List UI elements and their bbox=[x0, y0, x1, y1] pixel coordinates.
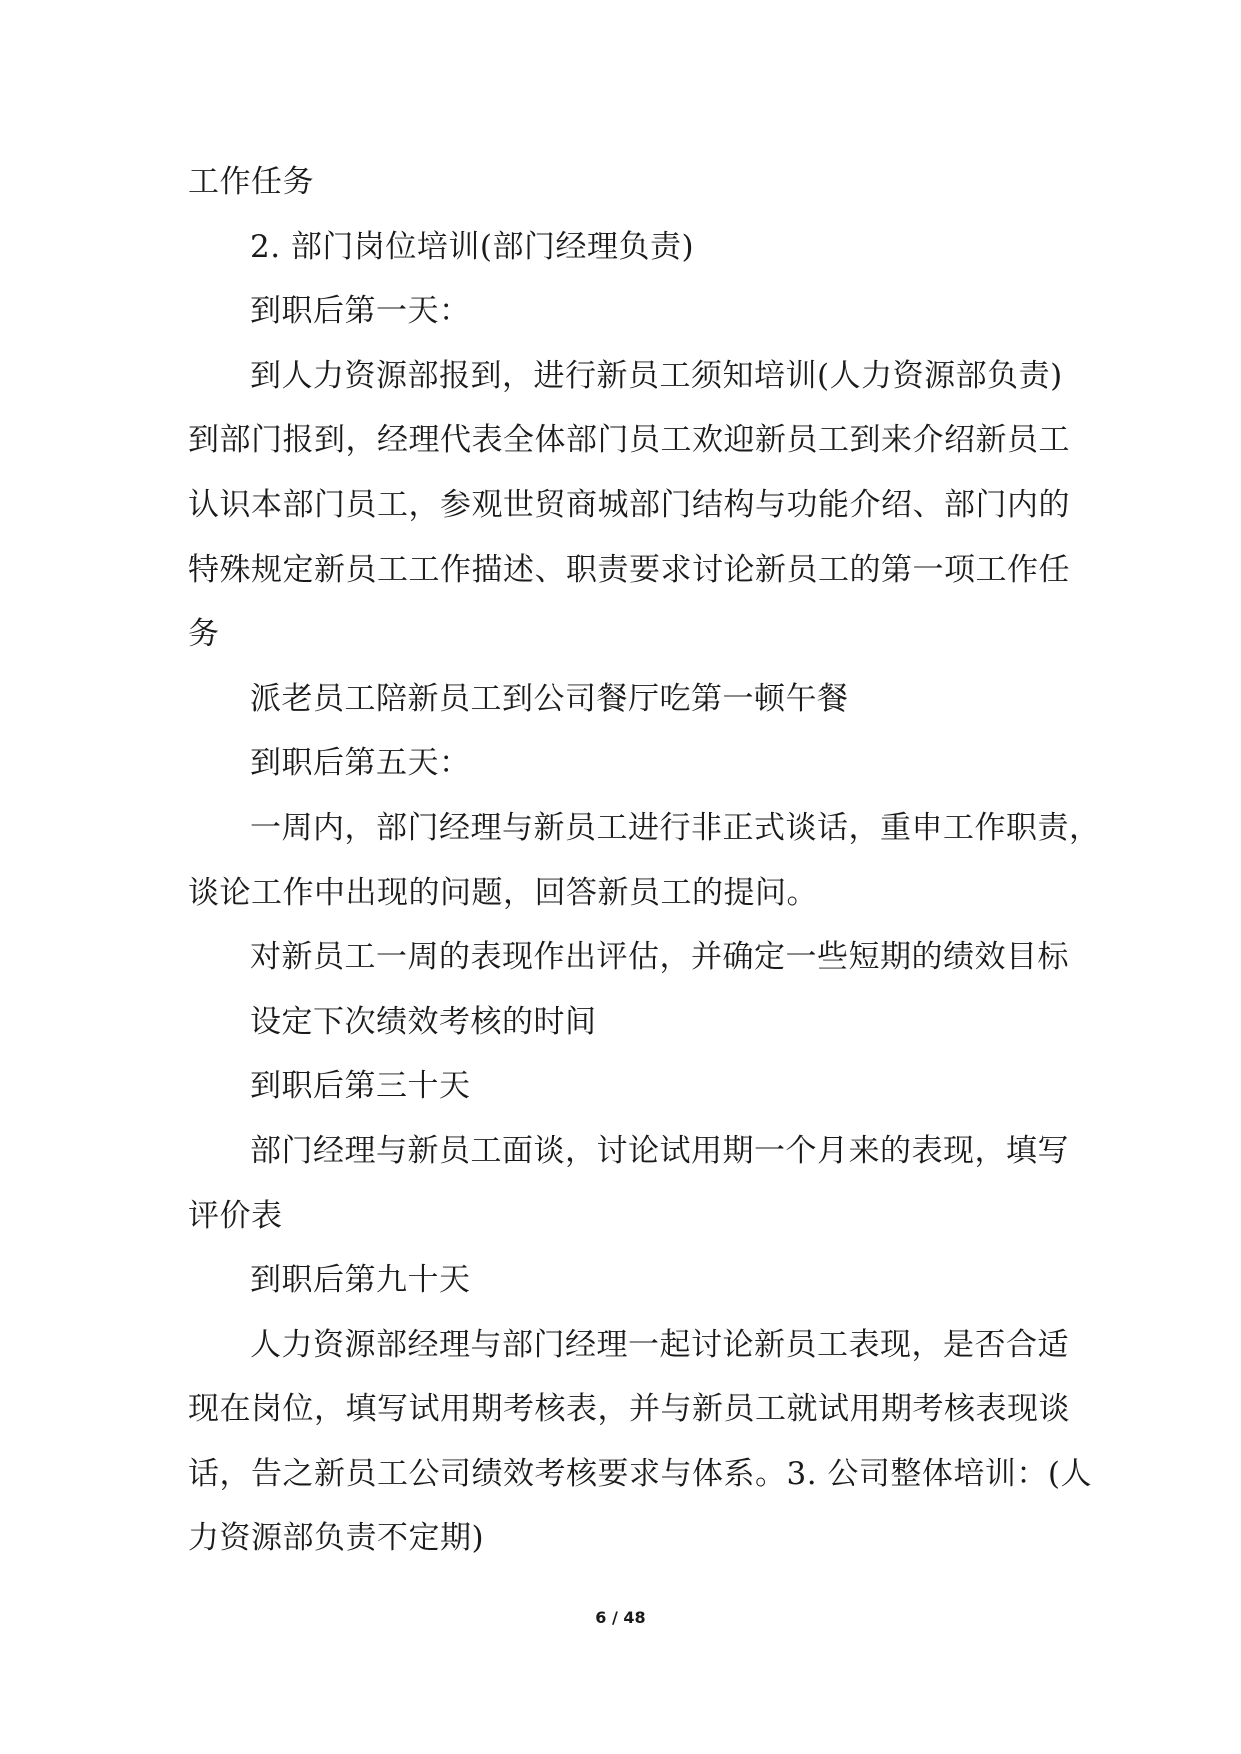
text-line: 认识本部门员工，参观世贸商城部门结构与功能介绍、部门内的 bbox=[188, 486, 1070, 523]
text-line: 2. 部门岗位培训(部门经理负责) bbox=[250, 228, 695, 265]
text-line: 特殊规定新员工工作描述、职责要求讨论新员工的第一项工作任 bbox=[188, 551, 1070, 588]
text-line: 到人力资源部报到，进行新员工须知培训(人力资源部负责) bbox=[250, 357, 1063, 394]
text-line: 评价表 bbox=[188, 1197, 283, 1234]
text-line: 到职后第一天： bbox=[250, 293, 471, 330]
document-body bbox=[188, 150, 1101, 1571]
text-line: 话，告之新员工公司绩效考核要求与体系。3. 公司整体培训：(人 bbox=[188, 1455, 1093, 1492]
text-line: 到部门报到，经理代表全体部门员工欢迎新员工到来介绍新员工 bbox=[188, 422, 1070, 459]
text-line: 到职后第五天： bbox=[250, 745, 471, 782]
text-line: 务 bbox=[188, 616, 220, 653]
text-line: 人力资源部经理与部门经理一起讨论新员工表现，是否合适 bbox=[250, 1326, 1069, 1363]
text-line: 现在岗位，填写试用期考核表，并与新员工就试用期考核表现谈 bbox=[188, 1391, 1070, 1428]
text-line: 工作任务 bbox=[188, 164, 314, 200]
text-line: 部门经理与新员工面谈，讨论试用期一个月来的表现，填写 bbox=[250, 1132, 1069, 1169]
text-line: 到职后第九十天 bbox=[250, 1262, 471, 1299]
text-line: 一周内，部门经理与新员工进行非正式谈话，重申工作职责， bbox=[250, 809, 1101, 846]
text-line: 谈论工作中出现的问题，回答新员工的提问。 bbox=[188, 874, 818, 911]
text-line: 对新员工一周的表现作出评估，并确定一些短期的绩效目标 bbox=[250, 939, 1069, 976]
text-line: 到职后第三十天 bbox=[250, 1068, 471, 1105]
text-line: 设定下次绩效考核的时间 bbox=[250, 1003, 597, 1040]
page-number: 6 / 48 bbox=[595, 1608, 646, 1627]
text-line: 派老员工陪新员工到公司餐厅吃第一顿午餐 bbox=[250, 680, 849, 717]
text-line: 力资源部负责不定期) bbox=[188, 1520, 485, 1557]
